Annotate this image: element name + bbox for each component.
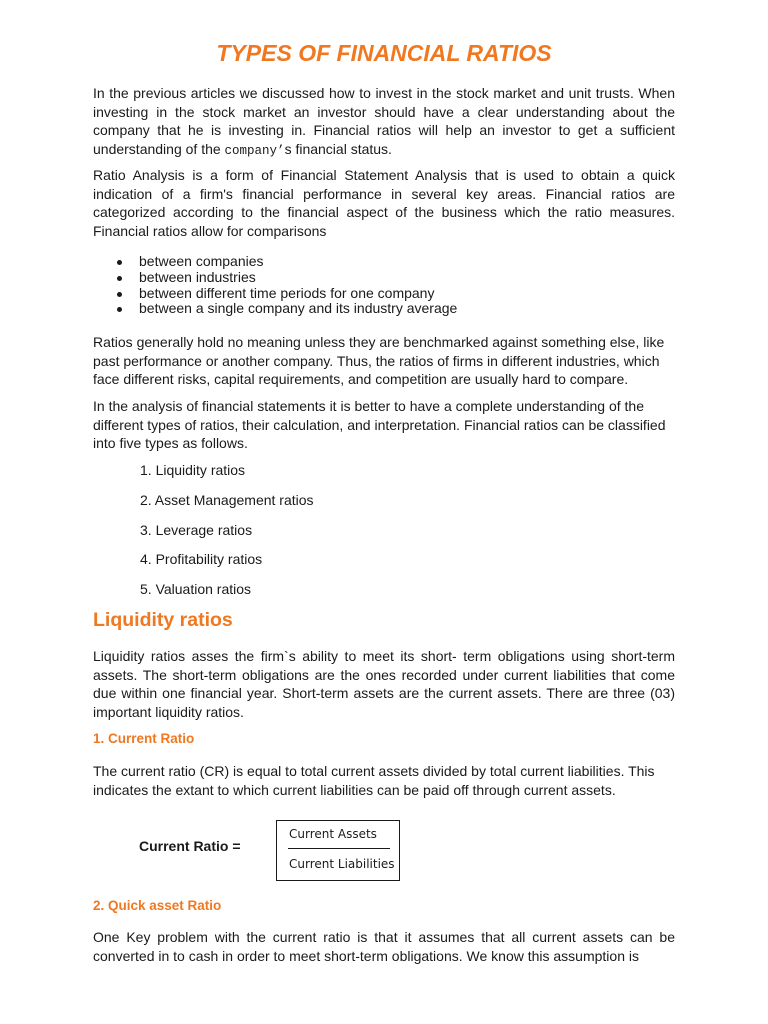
list-item: 5. Valuation ratios bbox=[140, 581, 252, 598]
benchmark-paragraph: Ratios generally hold no meaning unless they are benchmarked against something else, like past performance or another company. Thus, the ratios of firms in different industries, which face different risks, capital requirements, and competition are usually hard to compare. bbox=[93, 334, 665, 388]
list-item: 4. Profitability ratios bbox=[140, 551, 263, 568]
intro-paragraph bbox=[93, 84, 675, 160]
current-ratio-paragraph: The current ratio (CR) is equal to total current assets divided by total current liabilities. This indicates the extant to which current liabilities can be paid off through current assets. bbox=[93, 763, 655, 798]
list-item: between companies bbox=[93, 254, 675, 270]
current-ratio-heading: 1. Current Ratio bbox=[93, 731, 195, 746]
intro-mono-text: company’ bbox=[224, 143, 285, 158]
list-item: between a single company and its industry average bbox=[93, 301, 675, 317]
list-item: 1. Liquidity ratios bbox=[140, 462, 246, 478]
formula-label: Current Ratio = bbox=[139, 838, 241, 854]
intro-text-end: s financial status. bbox=[284, 140, 392, 157]
ratio-types-list bbox=[140, 460, 314, 609]
fraction-bar bbox=[288, 848, 390, 849]
formula-numerator: Current Assets bbox=[289, 827, 377, 841]
list-item: 2. Asset Management ratios bbox=[140, 491, 314, 508]
liquidity-heading: Liquidity ratios bbox=[93, 609, 233, 631]
list-item: between different time periods for one company bbox=[93, 286, 675, 302]
formula-box bbox=[276, 820, 400, 881]
page-title: TYPES OF FINANCIAL RATIOS bbox=[216, 40, 552, 66]
comparison-list bbox=[93, 254, 675, 317]
list-item: 3. Leverage ratios bbox=[140, 521, 253, 538]
formula-denominator: Current Liabilities bbox=[289, 857, 395, 871]
ratio-analysis-paragraph: Ratio Analysis is a form of Financial Statement Analysis that is used to obtain a quick indication of a firm's financial performance in several key areas. Financial ratios are categorized according to the financial aspect of the business which the ratio measures. Financial ratios allow for comparisons bbox=[93, 167, 675, 239]
quick-ratio-paragraph: One Key problem with the current ratio is that it assumes that all current assets can be converted in to cash in order to meet short-term obligations. We know this assumption is bbox=[93, 929, 675, 964]
list-item: between industries bbox=[93, 270, 675, 286]
intro-text: In the previous articles we discussed how to invest in the stock market and unit trusts. When investing in the stock market an investor should have a clear understanding about the company that he is investing in. Financial ratios will help an investor to get a sufficient understanding of the bbox=[93, 85, 675, 157]
quick-ratio-heading: 2. Quick asset Ratio bbox=[93, 898, 222, 913]
liquidity-paragraph: Liquidity ratios asses the firm`s ability to meet its short- term obligations using short-term assets. The short-term obligations are the ones recorded under current liabilities that come due within one financial year. Short-term assets are the current assets. There are three (03) important liquidity ratios. bbox=[93, 648, 675, 720]
analysis-paragraph: In the analysis of financial statements it is better to have a complete understanding of the different types of ratios, their calculation, and interpretation. Financial ratios can be classified into five types as follows. bbox=[93, 398, 666, 452]
